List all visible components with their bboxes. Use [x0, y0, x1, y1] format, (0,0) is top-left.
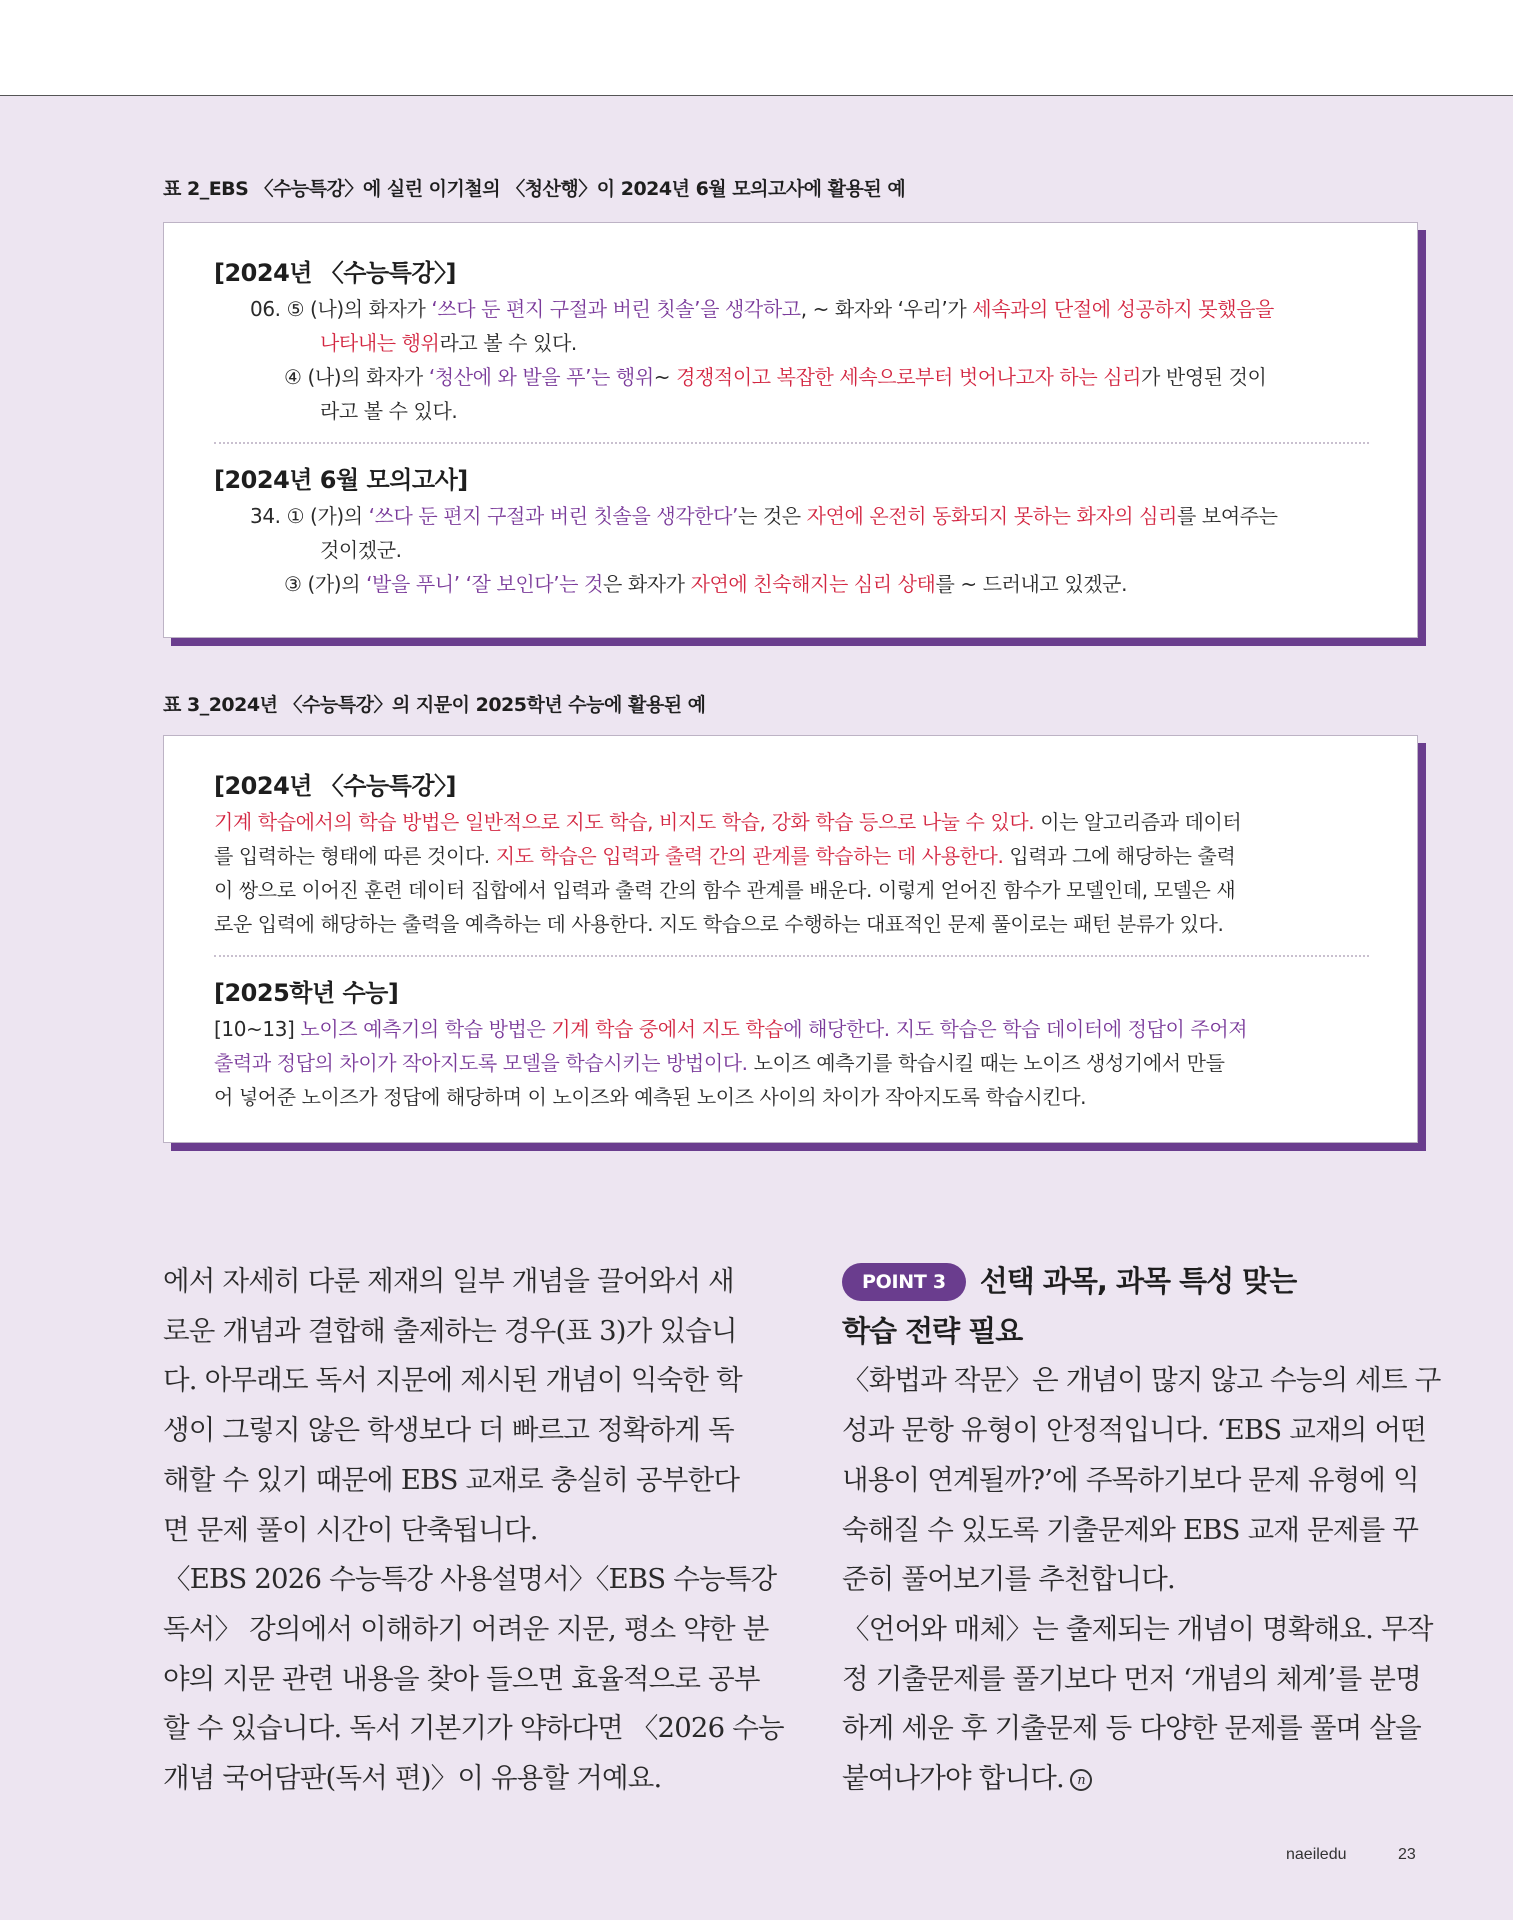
highlight-red: 기계 학습 중에서 지도 학습 — [551, 1017, 784, 1041]
table2-line: 라고 볼 수 있다. — [320, 399, 458, 423]
paragraph-line: 숙해질 수 있도록 기출문제와 EBS 교재 문제를 꾸 — [842, 1513, 1419, 1546]
table2-line — [214, 567, 1369, 601]
left-column — [163, 1257, 784, 1804]
divider — [214, 955, 1369, 957]
paragraph-line: 〈언어와 매체〉는 출제되는 개념이 명확해요. 무작 — [842, 1612, 1433, 1645]
text-span: 를 ~ 드러내고 있겠군. — [935, 572, 1128, 596]
paragraph-line: 다. 아무래도 독서 지문에 제시된 개념이 익숙한 학 — [163, 1364, 742, 1397]
text-span: 34. ① (가)의 — [250, 504, 369, 528]
table2-line — [214, 499, 1369, 533]
highlight-red: 지도 학습은 입력과 출력 간의 관계를 학습하는 데 사용한다. — [495, 844, 1004, 868]
table3-caption: 표 3_2024년 〈수능특강〉의 지문이 2025학년 수능에 활용된 예 — [163, 694, 706, 716]
table3-line — [214, 839, 1369, 873]
table2-section1-title: [2024년 〈수능특강〉] — [214, 259, 457, 287]
table3-line — [214, 805, 1369, 839]
table2-section2-title: [2024년 6월 모의고사] — [214, 466, 468, 494]
paragraph-line: 생이 그렇지 않은 학생보다 더 빠르고 정확하게 독 — [163, 1414, 734, 1447]
right-column — [842, 1257, 1441, 1804]
point-heading-row — [842, 1257, 1441, 1307]
point-badge: POINT 3 — [842, 1263, 966, 1301]
table3-box — [163, 735, 1418, 1143]
highlight-purple: ‘청산에 와 발을 푸’는 행위 — [428, 365, 654, 389]
table2-line — [214, 326, 1369, 360]
paragraph-line: 내용이 연계될까?’에 주목하기보다 문제 유형에 익 — [842, 1463, 1419, 1496]
paragraph-line: 면 문제 풀이 시간이 단축됩니다. — [163, 1513, 538, 1546]
table2-line: 것이겠군. — [320, 538, 402, 562]
text-span: 는 것은 — [737, 504, 807, 528]
paragraph-line: 정 기출문제를 풀기보다 먼저 ‘개념의 체계’를 분명 — [842, 1662, 1421, 1695]
footer-site: naeiledu — [1286, 1846, 1347, 1863]
highlight-purple: 지도 학습은 학습 데이터에 정답이 주어져 — [895, 1017, 1248, 1041]
table3-line: 로운 입력에 해당하는 출력을 예측하는 데 사용한다. 지도 학습으로 수행하는 대표적인 문제 풀이로는 패턴 분류가 있다. — [214, 912, 1224, 936]
table3-section1-title: [2024년 〈수능특강〉] — [214, 772, 457, 800]
table2-line — [214, 360, 1369, 394]
text-span: 를 입력하는 형태에 따른 것이다. — [214, 844, 496, 868]
section-heading: 선택 과목, 과목 특성 맞는 — [979, 1264, 1297, 1298]
paragraph-line: 하게 세운 후 기출문제 등 다양한 문제를 풀며 살을 — [842, 1712, 1421, 1745]
paragraph-line: 독서〉 강의에서 이해하기 어려운 지문, 평소 약한 분 — [163, 1612, 769, 1645]
text-span: 입력과 그에 해당하는 출력 — [1003, 844, 1236, 868]
paragraph-line: 〈EBS 2026 수능특강 사용설명서〉〈EBS 수능특강 — [163, 1563, 777, 1596]
paragraph-line: 성과 문항 유형이 안정적입니다. ‘EBS 교재의 어떤 — [842, 1414, 1427, 1447]
highlight-purple: ‘쓰다 둔 편지 구절과 버린 칫솔을 생각한다’ — [368, 504, 738, 528]
paragraph-line: 개념 국어담판(독서 편)〉이 유용할 거예요. — [163, 1762, 662, 1795]
table3-section2-title: [2025학년 수능] — [214, 979, 399, 1007]
table2-line — [214, 292, 1369, 326]
table3-line: 어 넣어준 노이즈가 정답에 해당하며 이 노이즈와 예측된 노이즈 사이의 차이가 작아지도록 학습시킨다. — [214, 1085, 1087, 1109]
highlight-red: 자연에 친숙해지는 심리 상태 — [690, 572, 936, 596]
highlight-purple: 출력과 정답의 차이가 작아지도록 모델을 학습시키는 방법이다. — [214, 1051, 748, 1075]
top-band — [0, 0, 1513, 96]
text-span: 은 화자가 — [602, 572, 691, 596]
paragraph-line: 야의 지문 관련 내용을 찾아 들으면 효율적으로 공부 — [163, 1662, 760, 1695]
highlight-purple: 노이즈 예측기의 학습 방법은 — [300, 1017, 552, 1041]
table2-caption: 표 2_EBS 〈수능특강〉에 실린 이기철의 〈청산행〉이 2024년 6월 모의고사에 활용된 예 — [163, 178, 906, 200]
paragraph-line: 할 수 있습니다. 독서 기본기가 약하다면 〈2026 수능 — [163, 1712, 784, 1745]
text-span: ~ — [653, 365, 677, 389]
paragraph-line: 준히 풀어보기를 추천합니다. — [842, 1563, 1176, 1596]
paragraph-line: 〈화법과 작문〉은 개념이 많지 않고 수능의 세트 구 — [842, 1364, 1441, 1397]
text-span: 이는 알고리즘과 데이터 — [1034, 810, 1242, 834]
table3-line — [214, 1046, 1369, 1080]
page-number: 23 — [1398, 1846, 1416, 1863]
highlight-red: 나타내는 행위 — [320, 331, 440, 355]
text-span: ③ (가)의 — [284, 572, 367, 596]
highlight-red: 경쟁적이고 복잡한 세속으로부터 벗어나고자 하는 심리 — [676, 365, 1142, 389]
text-span: [10~13] — [214, 1017, 301, 1041]
text-span: 노이즈 예측기를 학습시킬 때는 노이즈 생성기에서 만들 — [747, 1051, 1225, 1075]
paragraph-line: 에서 자세히 다룬 제재의 일부 개념을 끌어와서 새 — [163, 1265, 734, 1297]
section-heading-line2: 학습 전략 필요 — [842, 1313, 1023, 1348]
text-span: 를 보여주는 — [1177, 504, 1278, 528]
highlight-purple: 에 해당한다. — [783, 1017, 896, 1041]
paragraph-line: 로운 개념과 결합해 출제하는 경우(표 3)가 있습니 — [163, 1314, 737, 1347]
paragraph-line-last — [842, 1754, 1441, 1804]
end-mark-icon: n — [1070, 1769, 1092, 1791]
text-span: 가 반영된 것이 — [1141, 365, 1267, 389]
highlight-red: 기계 학습에서의 학습 방법은 일반적으로 지도 학습, 비지도 학습, 강화 학습 등으로 나눌 수 있다. — [214, 810, 1035, 834]
text-span: 06. ⑤ (나)의 화자가 — [250, 297, 432, 321]
table3-line: 이 쌍으로 이어진 훈련 데이터 집합에서 입력과 출력 간의 함수 관계를 배운다. 이렇게 얻어진 함수가 모델인데, 모델은 새 — [214, 878, 1236, 902]
text-span: 붙여나가야 합니다. — [842, 1762, 1065, 1795]
highlight-purple: ‘쓰다 둔 편지 구절과 버린 칫솔’을 생각하고 — [431, 297, 801, 321]
text-span: 라고 볼 수 있다. — [439, 331, 577, 355]
table2-box — [163, 222, 1418, 638]
text-span: , ~ 화자와 ‘우리’가 — [800, 297, 973, 321]
text-span: ④ (나)의 화자가 — [284, 365, 429, 389]
table3-line — [214, 1012, 1369, 1046]
highlight-purple: ‘발을 푸니’ ‘잘 보인다’는 것 — [366, 572, 603, 596]
divider — [214, 442, 1369, 444]
highlight-red: 세속과의 단절에 성공하지 못했음을 — [972, 297, 1274, 321]
paragraph-line: 해할 수 있기 때문에 EBS 교재로 충실히 공부한다 — [163, 1463, 740, 1496]
highlight-red: 자연에 온전히 동화되지 못하는 화자의 심리 — [806, 504, 1178, 528]
